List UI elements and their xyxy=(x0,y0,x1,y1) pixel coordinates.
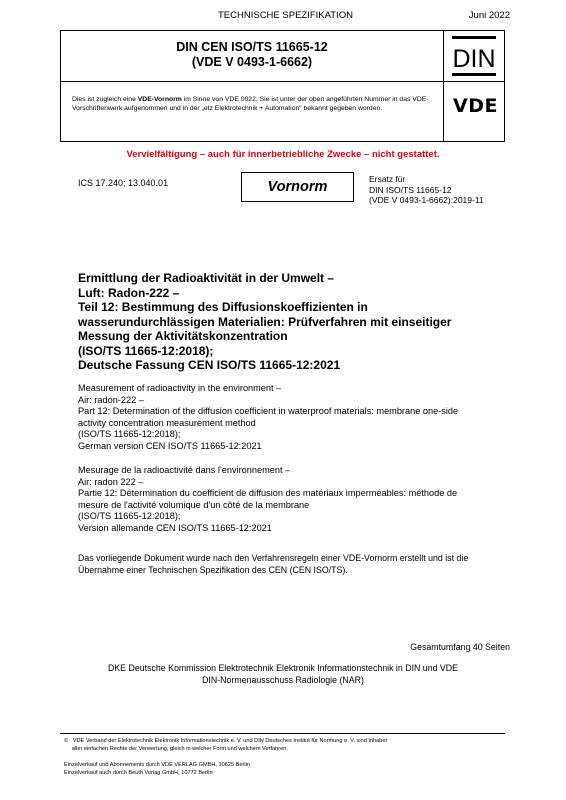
status-badge: Vornorm xyxy=(241,172,354,202)
header-box xyxy=(60,30,505,142)
copyright-notice: © VDE Verband der Elektrotechnik Elektronik Informationstechnik e. V. und DIN Deutsches Institut für Normung e. V. sind Inhaber aller einfachen Rechte der Verwertung, gleich in welcher Form und welchem Verfahren. xyxy=(64,738,388,752)
title-french: Mesurage de la radioactivité dans l'environnement – Air: radon 222 – Partie 12: Détermination du coefficient de diffusion des matériaux imperméables: méthode de mesure de l'activité volumique d'un côté de la membrane (ISO/TS 11665-12:2018); Version allemande CEN ISO/TS 11665-12:2021 xyxy=(78,465,458,533)
total-pages: Gesamtumfang 40 Seiten xyxy=(410,642,510,652)
procedure-note: Das vorliegende Dokument wurde nach den Verfahrensregeln einer VDE-Vornorm erstellt und ist die Übernahme einer Technischen Spezifikation des CEN (CEN ISO/TS). xyxy=(78,553,469,575)
document-number-line2: (VDE V 0493-1-6662) xyxy=(191,55,313,69)
sales-info: Einzelverkauf und Abonnements durch VDE VERLAG GMBH, 10625 Berlin Einzelverkauf auch durch Beuth Verlag GmbH, 10772 Berlin xyxy=(64,762,250,776)
title-german: Ermittlung der Radioaktivität in der Umwelt – Luft: Radon-222 – Teil 12: Bestimmung des Diffusionskoeffizienten in wasserundurchlässigen Materialien: Prüfverfahren mit einseitiger Messung der Aktivitätskonzentration (ISO/TS 11665-12:2018); Deutsche Fassung CEN ISO/TS 11665-12:2021 xyxy=(78,271,452,372)
vde-logo: VDE xyxy=(453,95,498,117)
publication-date: Juni 2022 xyxy=(468,10,510,21)
header-title-area xyxy=(61,31,504,82)
header-divider xyxy=(443,31,444,141)
replacement-info: Ersatz für DIN ISO/TS 11665-12 (VDE V 0493-1-6662):2019-11 xyxy=(369,174,484,205)
din-logo xyxy=(452,36,496,76)
document-number-line1: DIN CEN ISO/TS 11665-12 xyxy=(176,40,328,54)
document-number xyxy=(61,40,443,70)
footer-divider xyxy=(60,733,505,734)
committee-info: DKE Deutsche Kommission Elektrotechnik Elektronik Informationstechnik in DIN und VDE DIN-Normenausschuss Radiologie (NAR) xyxy=(107,663,459,685)
copy-warning: Vervielfältigung – auch für innerbetriebliche Zwecke – nicht gestattet. xyxy=(126,149,440,160)
din-logo-text: DIN xyxy=(452,45,496,73)
vde-note: Dies ist zugleich eine VDE-Vornorm im Sinne von VDE 0022. Sie ist unter der oben angeführten Nummer in das VDE-Vorschriftenwerk aufgenommen und in der „etz Elektrotechnik + Automation" bekannt gegeben worden. xyxy=(72,96,429,112)
title-english: Measurement of radioactivity in the environment – Air: radon-222 – Part 12: Determination of the diffusion coefficient in waterproof materials: membrane one-side activity concentration measurement method (ISO/TS 11665-12:2018); German version CEN ISO/TS 11665-12:2021 xyxy=(78,383,459,451)
document-type: TECHNISCHE SPEZIFIKATION xyxy=(218,10,353,21)
ics-code: ICS 17.240; 13.040.01 xyxy=(78,178,169,188)
